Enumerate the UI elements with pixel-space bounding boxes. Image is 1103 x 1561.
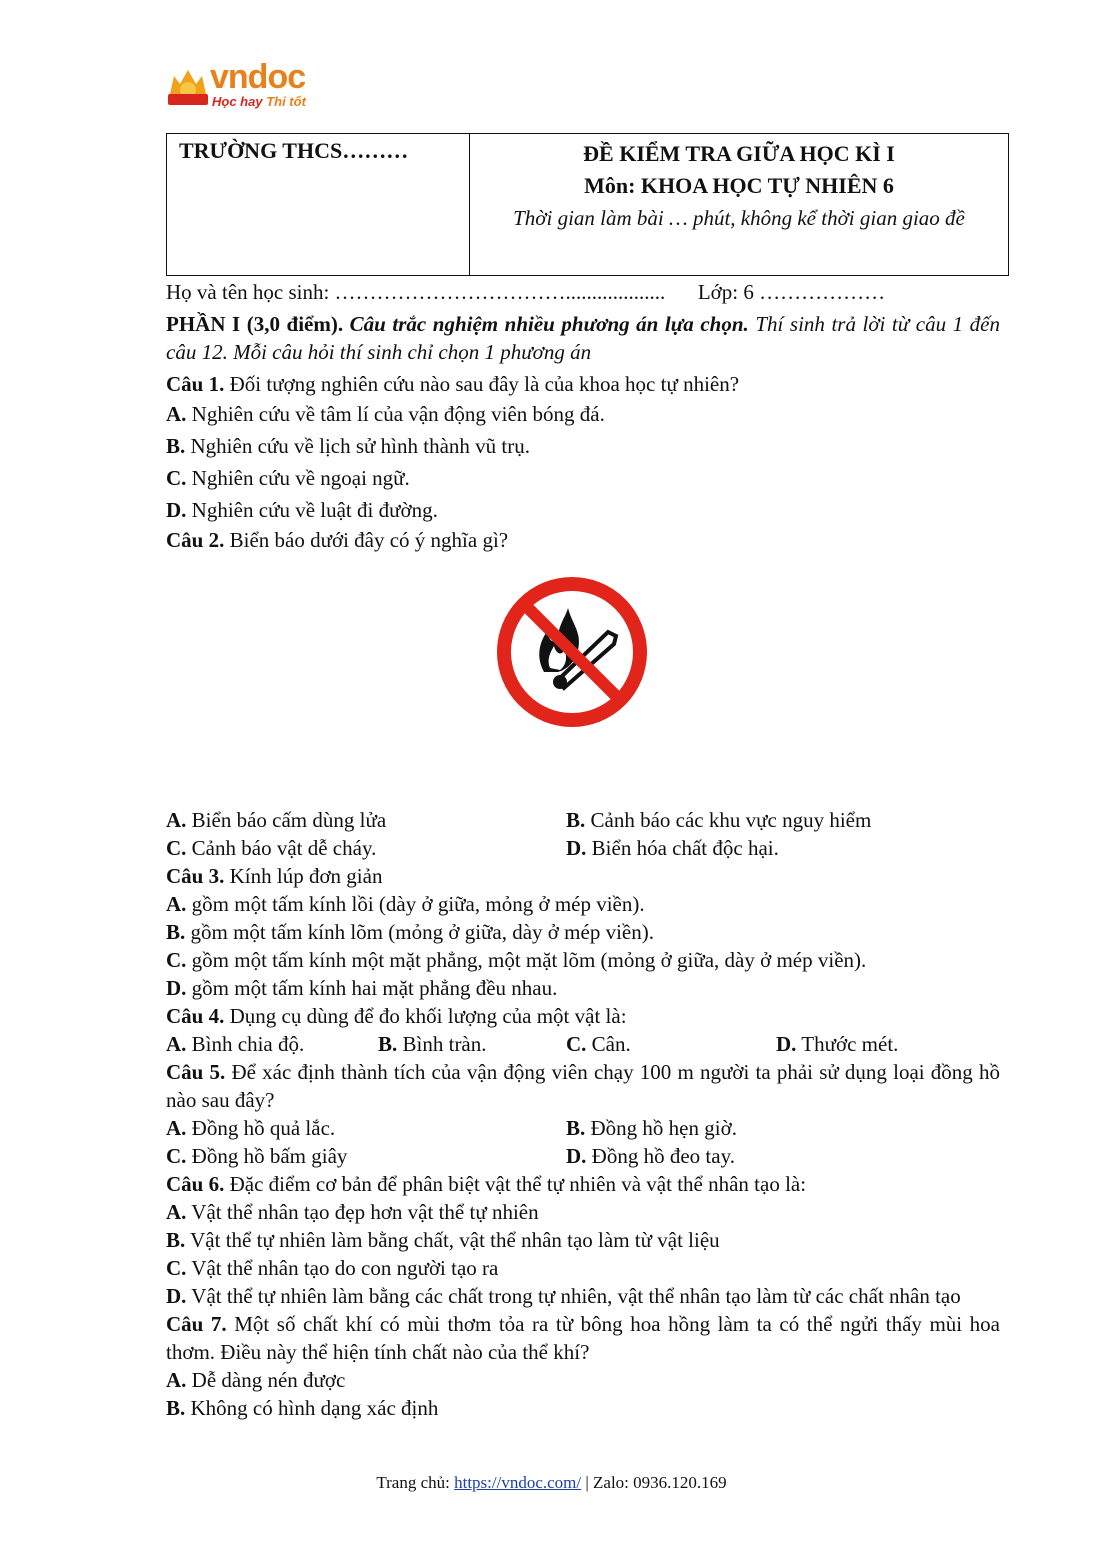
brand-tagline: Học hay Thi tốt bbox=[212, 94, 306, 109]
question-5: Câu 5. Để xác định thành tích của vận động viên chạy 100 m người ta phải sử dụng loại đồng hồ nào sau đây? bbox=[166, 1060, 1000, 1112]
footer-prefix: Trang chủ: bbox=[376, 1473, 455, 1492]
exam-body bbox=[166, 278, 1000, 1422]
q6-option-c: C. Vật thể nhân tạo do con người tạo ra bbox=[166, 1256, 499, 1280]
q5-options-row-1 bbox=[166, 1114, 1000, 1142]
question-4: Câu 4. Dụng cụ dùng để đo khối lượng của một vật là: bbox=[166, 1004, 627, 1028]
student-info-line bbox=[166, 278, 1000, 306]
vndoc-logo bbox=[166, 58, 326, 116]
footer-suffix: | Zalo: 0936.120.169 bbox=[581, 1473, 727, 1492]
q1-option-a: A. Nghiên cứu về tâm lí của vận động viên bóng đá. bbox=[166, 402, 605, 426]
sign-figure bbox=[166, 554, 1000, 806]
exam-subject: Môn: KHOA HỌC TỰ NHIÊN 6 bbox=[584, 173, 894, 198]
q5-options-row-2 bbox=[166, 1142, 1000, 1170]
q4-option-b: B. Bình tràn. bbox=[378, 1032, 487, 1056]
q3-option-c: C. gồm một tấm kính một mặt phẳng, một mặt lõm (mỏng ở giữa, dày ở mép viền). bbox=[166, 948, 867, 972]
exam-title: ĐỀ KIỂM TRA GIỮA HỌC KÌ I bbox=[583, 141, 895, 166]
part1-instructions: PHẦN I (3,0 điểm). Câu trắc nghiệm nhiều phương án lựa chọn. Thí sinh trả lời từ câu 1 đến câu 12. Mỗi câu hỏi thí sinh chỉ chọn 1 phương án bbox=[166, 312, 1000, 364]
question-3: Câu 3. Kính lúp đơn giản bbox=[166, 864, 383, 888]
student-name-label: Họ và tên học sinh: ……………………………................... bbox=[166, 280, 666, 304]
q1-option-b: B. Nghiên cứu về lịch sử hình thành vũ trụ. bbox=[166, 434, 530, 458]
q6-option-a: A. Vật thể nhân tạo đẹp hơn vật thể tự nhiên bbox=[166, 1200, 539, 1224]
q5-option-c: C. Đồng hồ bấm giây bbox=[166, 1144, 348, 1168]
q6-option-b: B. Vật thể tự nhiên làm bằng chất, vật thể nhân tạo làm từ vật liệu bbox=[166, 1228, 720, 1252]
q5-option-a: A. Đồng hồ quả lắc. bbox=[166, 1116, 336, 1140]
brand-word: vndoc bbox=[210, 58, 306, 96]
q5-option-b: B. Đồng hồ hẹn giờ. bbox=[566, 1116, 737, 1140]
question-7: Câu 7. Một số chất khí có mùi thơm tỏa ra từ bông hoa hồng làm ta có thể ngửi thấy mùi hoa thơm. Điều này thể hiện tính chất nào của thể khí? bbox=[166, 1312, 1000, 1364]
q2-option-a: A. Biển báo cấm dùng lửa bbox=[166, 808, 387, 832]
exam-header-table bbox=[166, 133, 1009, 276]
q1-option-d: D. Nghiên cứu về luật đi đường. bbox=[166, 498, 438, 522]
q2-option-c: C. Cảnh báo vật dễ cháy. bbox=[166, 836, 377, 860]
q6-option-d: D. Vật thể tự nhiên làm bằng các chất trong tự nhiên, vật thể nhân tạo làm từ các chất nhân tạo bbox=[166, 1284, 961, 1308]
q4-option-d: D. Thước mét. bbox=[776, 1032, 899, 1056]
question-6: Câu 6. Đặc điểm cơ bản để phân biệt vật thể tự nhiên và vật thể nhân tạo là: bbox=[166, 1172, 807, 1196]
q2-options-row-1 bbox=[166, 806, 1000, 834]
school-name: TRƯỜNG THCS……… bbox=[167, 134, 470, 276]
vndoc-mascot-icon bbox=[166, 64, 210, 108]
q2-option-b: B. Cảnh báo các khu vực nguy hiểm bbox=[566, 808, 872, 832]
q7-option-b: B. Không có hình dạng xác định bbox=[166, 1396, 439, 1420]
q2-option-d: D. Biển hóa chất độc hại. bbox=[566, 836, 779, 860]
q2-options-row-2 bbox=[166, 834, 1000, 862]
q5-option-d: D. Đồng hồ đeo tay. bbox=[566, 1144, 735, 1168]
q4-option-c: C. Cân. bbox=[566, 1032, 631, 1056]
q7-option-a: A. Dễ dàng nén được bbox=[166, 1368, 346, 1392]
exam-time: Thời gian làm bài … phút, không kể thời gian giao đề bbox=[513, 206, 965, 230]
homepage-link[interactable]: https://vndoc.com/ bbox=[454, 1473, 582, 1492]
q1-option-c: C. Nghiên cứu về ngoại ngữ. bbox=[166, 466, 410, 490]
class-label: Lớp: 6 ……………… bbox=[697, 280, 886, 304]
q4-options-row bbox=[166, 1030, 1000, 1058]
q4-option-a: A. Bình chia độ. bbox=[166, 1032, 305, 1056]
q3-option-d: D. gồm một tấm kính hai mặt phẳng đều nhau. bbox=[166, 976, 558, 1000]
exam-title-cell bbox=[470, 134, 1009, 276]
question-1: Câu 1. Đối tượng nghiên cứu nào sau đây là của khoa học tự nhiên? bbox=[166, 372, 740, 396]
question-2: Câu 2. Biển báo dưới đây có ý nghĩa gì? bbox=[166, 528, 509, 552]
q3-option-a: A. gồm một tấm kính lồi (dày ở giữa, mỏng ở mép viền). bbox=[166, 892, 645, 916]
no-fire-sign-icon bbox=[496, 576, 648, 728]
q3-option-b: B. gồm một tấm kính lõm (mỏng ở giữa, dày ở mép viền). bbox=[166, 920, 654, 944]
page-footer bbox=[0, 1473, 1103, 1493]
